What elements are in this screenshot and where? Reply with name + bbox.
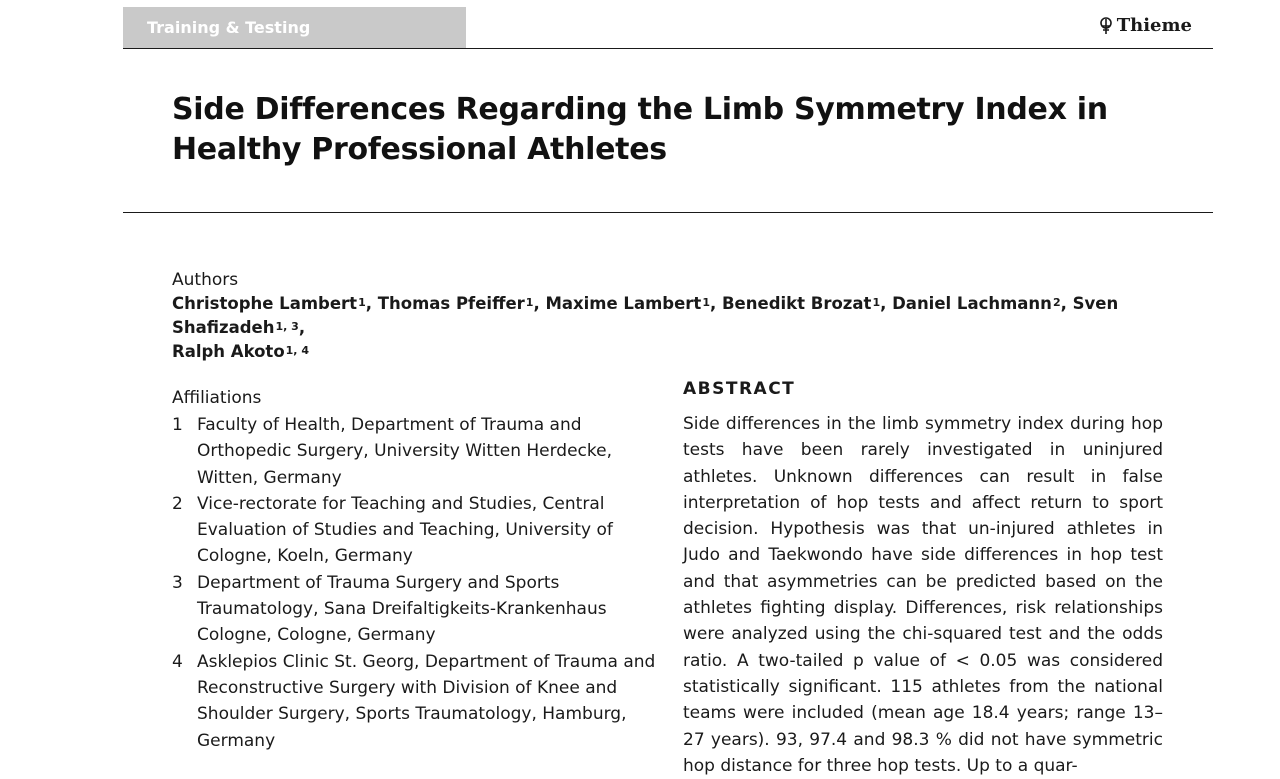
author-separator: , [709, 294, 722, 313]
thieme-logo-icon [1099, 17, 1113, 35]
author-affiliation-ref: 2 [1052, 296, 1061, 309]
author-separator: , [880, 294, 893, 313]
publisher-name: Thieme [1116, 15, 1192, 36]
authors-label: Authors [172, 270, 239, 290]
article-title: Side Differences Regarding the Limb Symmetry Index in Healthy Professional Athletes [172, 92, 1108, 167]
author-separator: , [365, 294, 378, 313]
author-name: Ralph Akoto [172, 342, 285, 361]
affiliation-number: 4 [172, 651, 183, 672]
header-divider [123, 48, 1213, 49]
author-name: Christophe Lambert [172, 294, 358, 313]
abstract-section [683, 377, 1163, 779]
affiliation-item [172, 412, 662, 491]
affiliations-label: Affiliations [172, 388, 262, 408]
affiliation-item [172, 570, 662, 649]
author-name: Daniel Lachmann [892, 294, 1052, 313]
author-affiliation-ref: 1, 3 [275, 320, 299, 333]
author-affiliation-ref: 1 [702, 296, 710, 309]
author-separator: , [298, 318, 306, 337]
affiliation-number: 3 [172, 572, 183, 593]
author-affiliation-ref: 1 [872, 296, 881, 309]
affiliation-number: 2 [172, 493, 183, 514]
abstract-text: Side differences in the limb symmetry index during hop tests have been rarely investigated in uninjured athletes. Unknown differences can result in false interpretation of hop tests and affect return to sport decision. Hypothesis was that un-injured athletes in Judo and Taekwondo have side differences in hop test and that asymmetries can be predicted based on the athletes fighting display. Differences, risk relationships were analyzed using the chi-squared test and the odds ratio. A two-tailed p value of < 0.05 was considered statistically significant. 115 athletes from the national teams were included (mean age 18.4 years; range 13–27 years). 93, 97.4 and 98.3 % did not have symmetric hop distance for three hop tests. Up to a quar- [683, 414, 1163, 776]
author-separator: , [1060, 294, 1073, 313]
affiliation-item [172, 649, 662, 754]
author-name: Maxime Lambert [545, 294, 702, 313]
affiliation-item [172, 491, 662, 570]
author-affiliation-ref: 1, 4 [285, 344, 309, 357]
section-tab [123, 7, 466, 48]
affiliation-text: Vice-rectorate for Teaching and Studies, Central Evaluation of Studies and Teaching, University of Cologne, Koeln, Germany [197, 493, 613, 567]
affiliation-text: Faculty of Health, Department of Trauma and Orthopedic Surgery, University Witten Herdecke, Witten, Germany [197, 415, 613, 488]
abstract-heading: ABSTRACT [683, 379, 796, 399]
author-affiliation-ref: 1 [525, 296, 534, 309]
title-divider [123, 212, 1213, 213]
affiliation-text: Department of Trauma Surgery and Sports Traumatology, Sana Dreifaltigkeits-Krankenhaus Cologne, Cologne, Germany [197, 572, 607, 646]
section-label: Training & Testing [147, 18, 311, 37]
affiliation-text: Asklepios Clinic St. Georg, Department of Trauma and Reconstructive Surgery with Division of Knee and Shoulder Surgery, Sports Traumatology, Hamburg, Germany [197, 651, 656, 751]
authors-section [172, 268, 1172, 364]
authors-list [172, 292, 1172, 364]
author-name: Thomas Pfeiffer [377, 294, 525, 313]
author-name: Benedikt Brozat [721, 294, 872, 313]
author-separator: , [533, 294, 546, 313]
publisher-logo [1099, 15, 1192, 36]
affiliation-number: 1 [172, 415, 183, 435]
author-name: Sven Shafizadeh [172, 294, 1119, 337]
author-affiliation-ref: 1 [358, 296, 366, 309]
affiliations-list [172, 412, 662, 754]
affiliations-section [172, 386, 662, 754]
